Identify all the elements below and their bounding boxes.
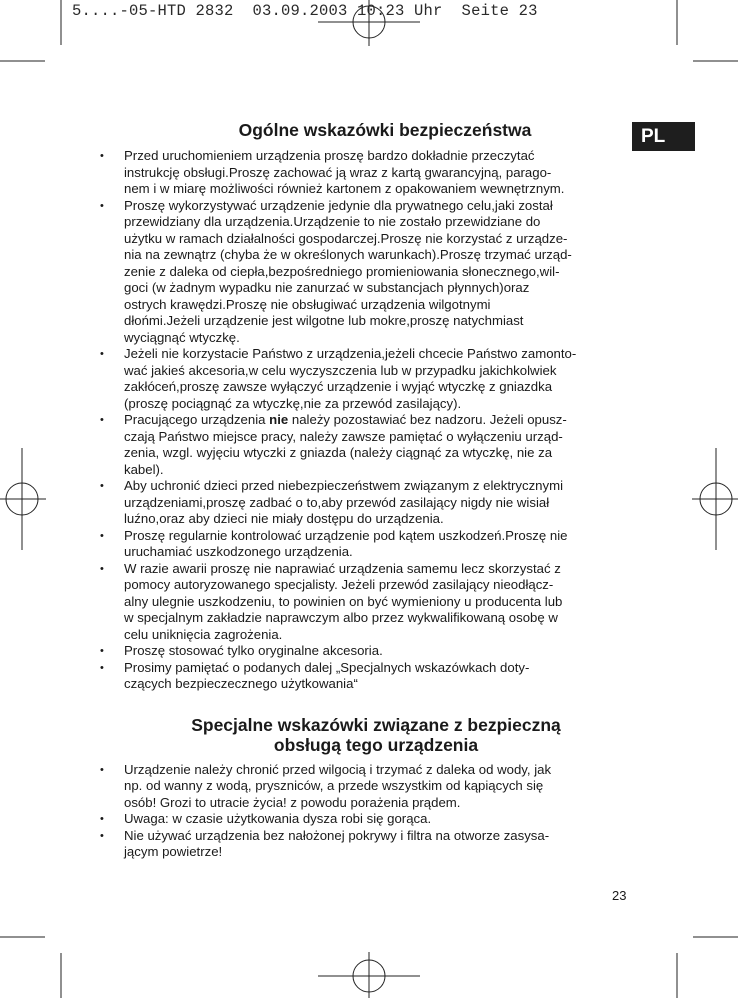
list-item: • Proszę regularnie kontrolować urządzenie pod kątem uszkodzeń.Proszę nie uruchamiać uszkodzonego urządzenia. [100, 528, 632, 561]
registration-mark-right [692, 448, 738, 550]
page-content [100, 120, 632, 861]
list-item: • Uwaga: w czasie użytkowania dysza robi się gorąca. [100, 811, 632, 828]
registration-mark-left [0, 448, 46, 550]
list-item: • Proszę wykorzystywać urządzenie jedynie dla prywatnego celu,jaki został przewidziany dla urządzenia.Urządzenie to nie zostało przewidziane do użytku w ramach działalności gospodarczej.Proszę nie korzystać z urządze- nia na zewnątrz (chyba że w określonych warunkach).Proszę trzymać urząd- zenie z daleka od ciepła,bezpośredniego promieniowania słonecznego,wil- goci (w żadnym wypadku nie zanurzać w substancjach płynnych)oraz ostrych krawędzi.Proszę nie obsługiwać urządzenia wilgotnymi dłońmi.Jeżeli urządzenie jest wilgotne lub mokre,proszę natychmiast wyciągnąć wtyczkę. [100, 198, 632, 347]
list-item: • Nie używać urządzenia bez nałożonej pokrywy i filtra na otworze zasysa- jącym powietrze! [100, 828, 632, 861]
special-safety-list [100, 762, 632, 861]
print-header: 5....-05-HTD 2832 03.09.2003 10:23 Uhr Seite 23 [72, 2, 538, 20]
list-item: • Przed uruchomieniem urządzenia proszę bardzo dokładnie przeczytać instrukcję obsługi.Proszę zachować ją wraz z kartą gwarancyjną, parago- nem i w miarę możliwości również kartonem z opakowaniem wewnętrznym. [100, 148, 632, 198]
list-item-text: należy pozostawiać bez nadzoru. Jeżeli opusz- czają Państwo miejsce pracy, należy zawsze pamiętać o wyłączeniu urząd- zenia, wzgl. wyjęciu wtyczki z gniazda (należy ciągnąć za wtyczkę, nie za kabel). [124, 412, 567, 477]
registration-mark-top [318, 0, 420, 46]
list-item: • Jeżeli nie korzystacie Państwo z urządzenia,jeżeli chcecie Państwo zamonto- wać jakieś akcesoria,w celu wyczyszczenia lub w przypadku jakichkolwiek zakłóceń,proszę zawsze wyłączyć urządzenie i wyjąć wtyczkę z gniazdka (proszę pociągnąć za wtyczkę,nie za przewód zasilający). [100, 346, 632, 412]
list-item-text: Pracującego urządzenia [124, 412, 270, 427]
list-item: • W razie awarii proszę nie naprawiać urządzenia samemu lecz skorzystać z pomocy autoryzowanego specjalisty. Jeżeli przewód zasilający nieodłącz- alny ulegnie uszkodzeniu, to powinien on być wymieniony u producenta lub w specjalnym zakładzie naprawczym albo przez wykwalifikowaną osobę w celu uniknięcia zagrożenia. [100, 561, 632, 644]
section-title-special-safety: Specjalne wskazówki związane z bezpieczną obsługą tego urządzenia [191, 714, 561, 755]
list-item: • Proszę stosować tylko oryginalne akcesoria. [100, 643, 632, 660]
section-title-general-safety: Ogólne wskazówki bezpieczeństwa [238, 120, 532, 140]
general-safety-list [100, 148, 632, 693]
registration-mark-bottom [318, 952, 420, 998]
language-tab: PL [632, 122, 695, 151]
list-item: • Urządzenie należy chronić przed wilgocią i trzymać z daleka od wody, jak np. od wanny z wodą, pryszniców, a przede wszystkim od kąpiących się osób! Grozi to utracie życia! z powodu porażenia prądem. [100, 762, 632, 812]
emphasis-text: nie [269, 412, 289, 427]
list-item: • Aby uchronić dzieci przed niebezpieczeństwem związanym z elektrycznymi urządzeniami,proszę zadbać o to,aby przewód zasilający nigdy nie wisiał luźno,oraz aby dzieci nie miały dostępu do urządzenia. [100, 478, 632, 528]
list-item [100, 412, 632, 478]
list-item: • Prosimy pamiętać o podanych dalej „Specjalnych wskazówkach doty- czących bezpieczecznego użytkowania“ [100, 660, 632, 693]
page-number: 23 [612, 888, 627, 903]
